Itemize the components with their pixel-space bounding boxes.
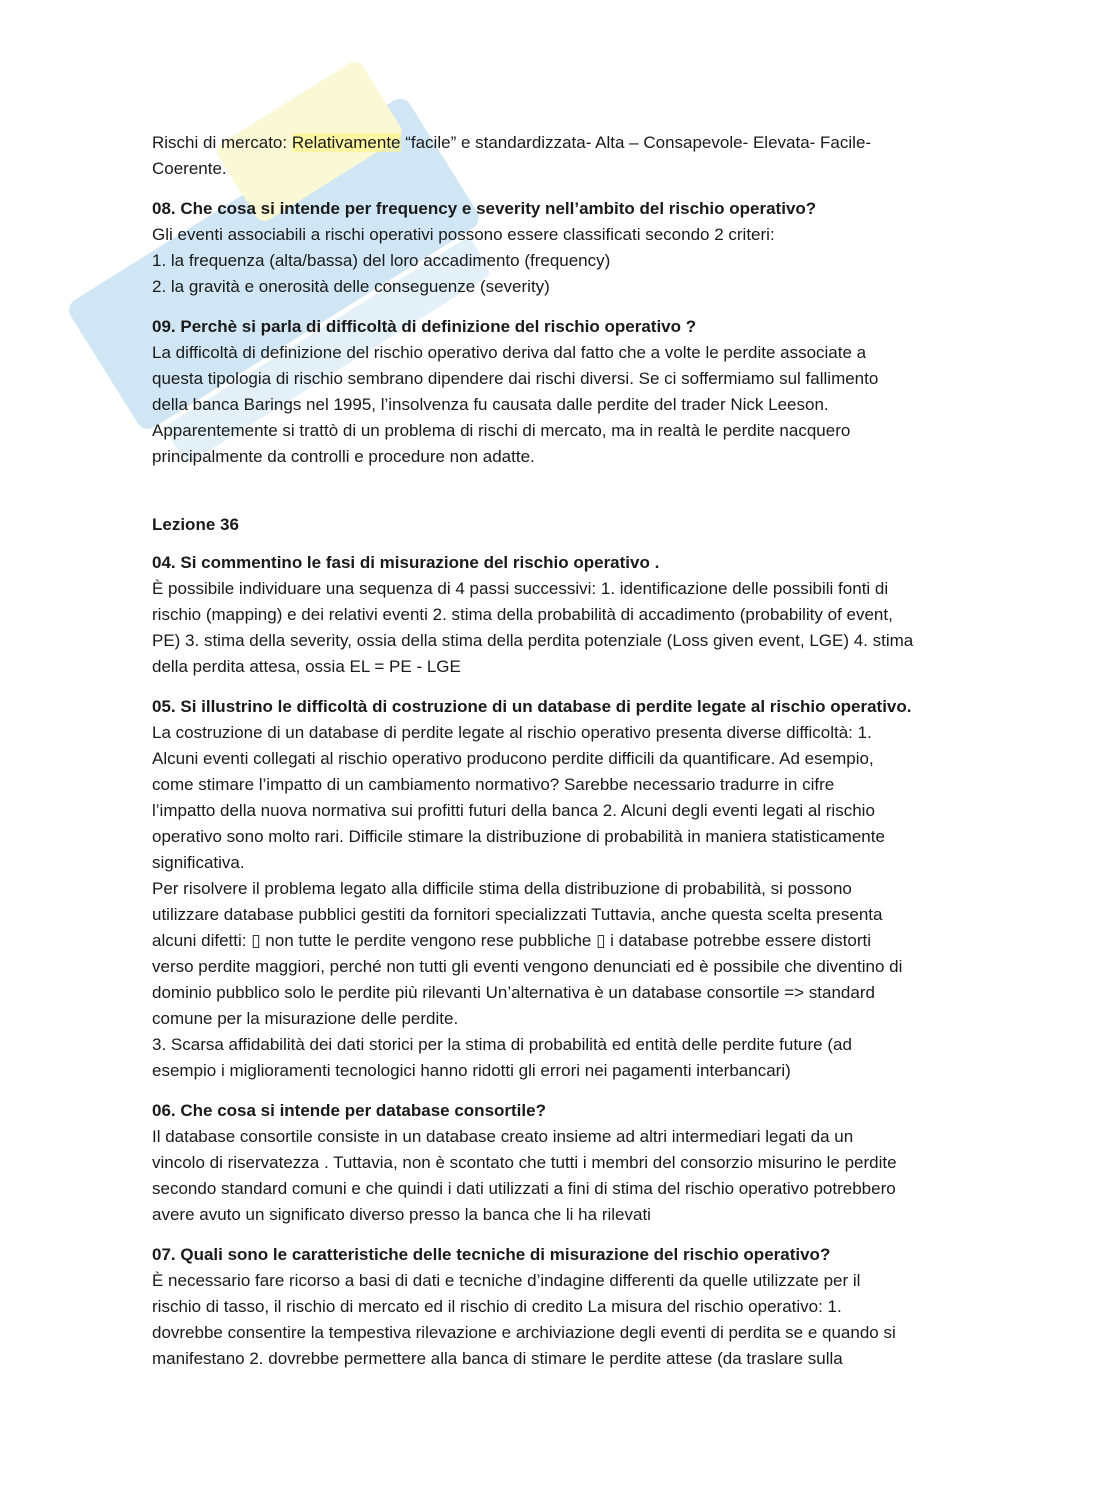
- answer-06-line: avere avuto un significato diverso presso la banca che li ha rilevati: [152, 1205, 651, 1224]
- intro-line: [152, 130, 972, 156]
- answer-04-line: rischio (mapping) e dei relativi eventi 2. stima della probabilità di accadimento (probability of event,: [152, 605, 893, 624]
- answer-04-line: PE) 3. stima della severity, ossia della stima della perdita potenziale (Loss given event, LGE) 4. stima: [152, 631, 914, 650]
- answer-07-line: rischio di tasso, il rischio di mercato ed il rischio di credito La misura del rischio operativo: 1.: [152, 1297, 842, 1316]
- question-09-title: 09. Perchè si parla di difficoltà di definizione del rischio operativo ?: [152, 317, 697, 336]
- answer-05-line: utilizzare database pubblici gestiti da fornitori specializzati Tuttavia, anche questa scelta presenta: [152, 905, 883, 924]
- answer-09-line: della banca Barings nel 1995, l’insolvenza fu causata dalle perdite del trader Nick Leeson.: [152, 395, 829, 414]
- answer-09-line: Apparentemente si trattò di un problema di rischi di mercato, ma in realtà le perdite nacquero: [152, 421, 851, 440]
- answer-07-line: manifestano 2. dovrebbe permettere alla banca di stimare le perdite attese (da traslare sulla: [152, 1349, 843, 1368]
- question-08-title: 08. Che cosa si intende per frequency e severity nell’ambito del rischio operativo?: [152, 199, 817, 218]
- answer-05-line: esempio i miglioramenti tecnologici hanno ridotti gli errori nei pagamenti interbancari): [152, 1061, 791, 1080]
- answer-09-line: La difficoltà di definizione del rischio operativo deriva dal fatto che a volte le perdite associate a: [152, 343, 867, 362]
- answer-04-line: della perdita attesa, ossia EL = PE - LGE: [152, 657, 461, 676]
- answer-05-line: l’impatto della nuova normativa sui profitti futuri della banca 2. Alcuni degli eventi legati al rischio: [152, 801, 875, 820]
- intro-text: Rischi di mercato:: [152, 133, 292, 152]
- answer-05-line: comune per la misurazione delle perdite.: [152, 1009, 459, 1028]
- answer-08-line: 2. la gravità e onerosità delle conseguenze (severity): [152, 277, 550, 296]
- answer-09-line: questa tipologia di rischio sembrano dipendere dai rischi diversi. Se ci soffermiamo sul fallimento: [152, 369, 879, 388]
- answer-06-line: secondo standard comuni e che quindi i dati utilizzati a fini di stima del rischio operativo potrebbero: [152, 1179, 896, 1198]
- answer-07-line: È necessario fare ricorso a basi di dati e tecniche d’indagine differenti da quelle utilizzate per il: [152, 1271, 861, 1290]
- answer-05-line: verso perdite maggiori, perché non tutti gli eventi vengono denunciati ed è possibile che diventino di: [152, 957, 903, 976]
- intro-line-2: Coerente.: [152, 159, 227, 178]
- answer-05-line: La costruzione di un database di perdite legate al rischio operativo presenta diverse difficoltà: 1.: [152, 723, 872, 742]
- answer-05-line: 3. Scarsa affidabilità dei dati storici per la stima di probabilità ed entità delle perdite future (ad: [152, 1035, 852, 1054]
- answer-05-line: Per risolvere il problema legato alla difficile stima della distribuzione di probabilità, si possono: [152, 879, 852, 898]
- question-04-title: 04. Si commentino le fasi di misurazione del rischio operativo .: [152, 553, 660, 572]
- question-05-title: 05. Si illustrino le difficoltà di costruzione di un database di perdite legate al rischio operativo.: [152, 697, 912, 716]
- answer-05-line: significativa.: [152, 853, 245, 872]
- document-page: [152, 130, 972, 1372]
- answer-06-line: Il database consortile consiste in un database creato insieme ad altri intermediari legati da un: [152, 1127, 854, 1146]
- answer-05-line: Alcuni eventi collegati al rischio operativo producono perdite difficili da quantificare. Ad esempio,: [152, 749, 874, 768]
- question-07-title: 07. Quali sono le caratteristiche delle tecniche di misurazione del rischio operativo?: [152, 1245, 831, 1264]
- highlighted-word: Relativamente: [291, 133, 401, 152]
- answer-08-line: Gli eventi associabili a rischi operativi possono essere classificati secondo 2 criteri:: [152, 225, 775, 244]
- answer-04-line: È possibile individuare una sequenza di 4 passi successivi: 1. identificazione delle possibili fonti di: [152, 579, 889, 598]
- intro-text-rest: “facile” e standardizzata- Alta – Consapevole- Elevata- Facile-: [400, 133, 872, 152]
- answer-05-line: operativo sono molto rari. Difficile stimare la distribuzione di probabilità in maniera statisticamente: [152, 827, 885, 846]
- answer-06-line: vincolo di riservatezza . Tuttavia, non è scontato che tutti i membri del consorzio misurino le perdite: [152, 1153, 897, 1172]
- question-06-title: 06. Che cosa si intende per database consortile?: [152, 1101, 546, 1120]
- answer-05-line: come stimare l’impatto di un cambiamento normativo? Sarebbe necessario tradurre in cifre: [152, 775, 835, 794]
- answer-08-line: 1. la frequenza (alta/bassa) del loro accadimento (frequency): [152, 251, 611, 270]
- answer-09-line: principalmente da controlli e procedure non adatte.: [152, 447, 535, 466]
- answer-05-line: alcuni difetti: ▯ non tutte le perdite vengono rese pubbliche ▯ i database potrebbe essere distorti: [152, 931, 871, 950]
- answer-05-line: dominio pubblico solo le perdite più rilevanti Un’alternativa è un database consortile => standard: [152, 983, 875, 1002]
- lesson-heading: Lezione 36: [152, 515, 239, 534]
- answer-07-line: dovrebbe consentire la tempestiva rilevazione e archiviazione degli eventi di perdita se e quando si: [152, 1323, 896, 1342]
